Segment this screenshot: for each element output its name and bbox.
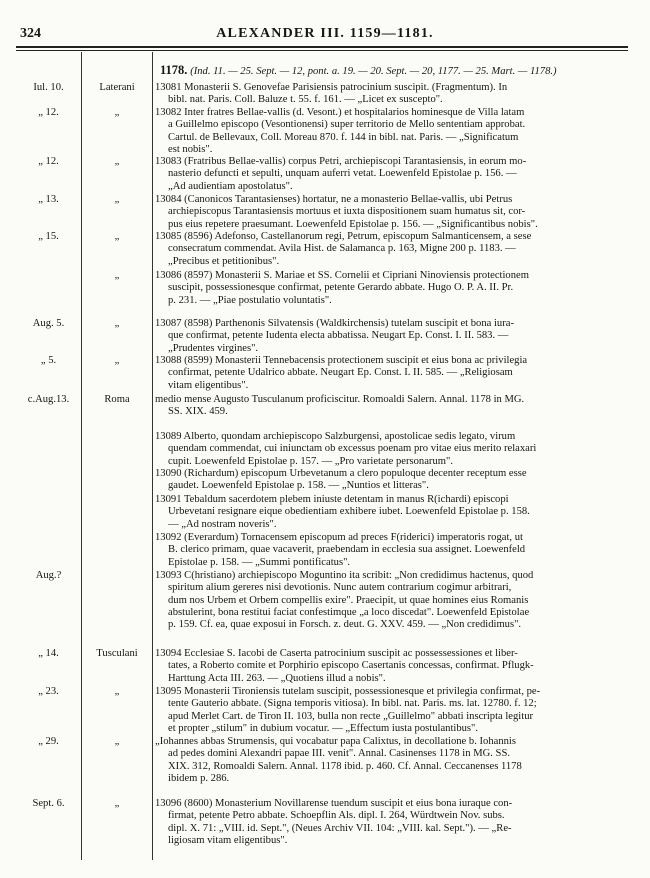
entry-line: firmat, petente Petro abbate. Schoepflin Als. dipl. I. 264, Würdtwein Nov. subs.: [168, 810, 505, 822]
entry-line: spiritum alium gereres nisi devotionis. Nunc autem contrarium cogimur arbitrari,: [168, 582, 512, 594]
entry-line: 13088 (8599) Monasterii Tennebacensis protectionem suscipit et eius bona ac privilegia: [155, 355, 528, 366]
entry-line: 13095 Monasterii Tironiensis tutelam suscipit, possessionesque et privilegia confirmat, pe-: [155, 686, 541, 697]
entry-line: XIX. 312, Romoaldi Salern. Annal. 1178 ibid. p. 460. Cf. Annal. Ceccanenses 1178: [168, 760, 522, 772]
entry-line: 13096 (8600) Monasterium Novillarense tuendum suscipit et eius bona iuraque con-: [155, 798, 513, 809]
entry-date: „ 13.: [38, 194, 59, 205]
entry-line: ad pedes domini Alexandri papae III. venit". Annal. Casinenses 1178 in MG. SS.: [168, 748, 510, 760]
entry-line: 13081 Monasterii S. Genovefae Parisiensis patrocinium suscipit. (Fragmentum). In: [155, 82, 508, 93]
entry-line: bibl. nat. Paris. Coll. Baluze t. 55. f. 161. — „Licet ex suscepto".: [168, 94, 443, 106]
entry-line: dipl. X. 71: „VIII. id. Sept.", (Neues Archiv VII. 104: „VIII. kal. Sept."). — „Re-: [168, 822, 512, 834]
entry-date: „ 12.: [38, 156, 59, 167]
entry-line: „Ad audientiam apostolatus".: [168, 180, 293, 192]
entry-line: Harttung Acta III. 263. — „Quotiens illud a nobis".: [168, 672, 386, 684]
entry-line: „Prudentes virgines".: [168, 342, 259, 354]
entry-place: „: [114, 355, 120, 366]
entry-line: 13083 (Fratribus Bellae-vallis) corpus Petri, archiepiscopi Tarantasiensis, in eorum mo-: [155, 156, 527, 167]
entry-line: gaudet. Loewenfeld Epistolae p. 158. — „Nuntios et litteras".: [168, 480, 429, 492]
entry-text: [155, 394, 627, 419]
year-number: 1178.: [160, 63, 188, 77]
entry-place: Laterani: [99, 82, 135, 93]
entry-date: „ 12.: [38, 107, 59, 118]
entry-line: 13093 C(hristiano) archiepiscopo Moguntino ita scribit: „Non credidimus hactenus, quod: [155, 570, 534, 581]
entry-text: [155, 431, 627, 468]
entry-text: [155, 270, 627, 307]
entry-line: nasterio defuncti et sepulti, unquam auferri vetat. Loewenfeld Epistolae p. 156. —: [168, 168, 517, 180]
entry-line: 13085 (8596) Adefonso, Castellanorum regi, Petrum, episcopum Salmanticensem, a sese: [155, 231, 532, 242]
entry-line: tates, a Roberto comite et Porphirio episcopo Casertanis concessas, confirmat. Pflugk-: [168, 660, 534, 672]
entry-text: [155, 355, 627, 392]
entry-text: [155, 532, 627, 569]
entry-line: 13086 (8597) Monasterii S. Mariae et SS. Cornelii et Cipriani Ninoviensis protectionem: [155, 270, 529, 281]
running-title: ALEXANDER III. 1159—1181.: [216, 26, 434, 41]
entry-text: [155, 107, 627, 156]
entry-line: 13082 Inter fratres Bellae-vallis (d. Vesont.) et hospitalarios hominesque de Villa latam: [155, 107, 525, 118]
entry-line: p. 159. Cf. ea, quae exposui in Forsch. z. deut. G. XXV. 459. — „Non credidimus".: [168, 619, 522, 631]
entry-line: ibidem p. 286.: [168, 772, 230, 784]
entry-line: cupit. Loewenfeld Epistolae p. 157. — „Pro varietate personarum".: [168, 455, 453, 467]
entry-line: 13091 Tebaldum sacerdotem plebem iniuste detentam in manus R(ichardi) episcopi: [155, 494, 509, 505]
entry-text: [155, 156, 627, 193]
header-rule-thin: [16, 50, 628, 51]
entry-line: 13084 (Canonicos Tarantasienses) hortatur, ne a monasterio Bellae-vallis, ubi Petrus: [155, 194, 513, 205]
entry-date: „ 14.: [38, 648, 59, 659]
entry-line: medio mense Augusto Tusculanum proficiscitur. Romoaldi Salern. Annal. 1178 in MG.: [155, 394, 525, 405]
page-number: 324: [20, 26, 41, 41]
entry-place: „: [114, 156, 120, 167]
entry-line: B. clerico primam, quae vacaverit, praebendam in ecclesia sua assignet. Loewenfeld: [168, 544, 526, 556]
entry-line: Urbevetani resignare eique obedientiam exhibere iubet. Loewenfeld Epistolae p. 158.: [168, 506, 530, 518]
entry-line: „Iohannes abbas Strumensis, qui vocabatur papa Calixtus, in decollatione b. Iohannis: [155, 736, 516, 747]
entry-line: Cartul. de Bellevaux, Coll. Moreau 870. f. 144 in bibl. nat. Paris. — „Significatum: [168, 131, 519, 143]
entry-place: „: [114, 107, 120, 118]
entry-place: „: [114, 231, 120, 242]
entry-text: [155, 798, 627, 847]
entry-line: dum nos Urbem et Orbem compellis exire". Praecipit, ut quae homines eius Romanis: [168, 594, 529, 606]
entry-line: confirmat, petente Udalrico abbate. Neugart Ep. Const. I. II. 585. — „Religiosam: [168, 367, 513, 379]
entry-place: „: [114, 194, 120, 205]
entry-date: Aug. 5.: [32, 318, 65, 329]
header-rule-thick: [16, 46, 628, 48]
entry-line: — „Ad nostram noveris".: [168, 518, 277, 530]
entry-line: 13094 Ecclesiae S. Iacobi de Caserta patrocinium suscipit ac possessessiones et liber-: [155, 648, 518, 659]
column-divider-place: [152, 52, 153, 860]
entry-text: [155, 82, 627, 107]
entry-date: Aug.?: [35, 570, 62, 581]
entry-line: apud Merlet Cart. de Tiron II. 103, bulla non recte „Guillelmo" abbati inscripta legitur: [168, 710, 534, 722]
entry-date: c.Aug.13.: [27, 394, 70, 405]
entry-date: Sept. 6.: [32, 798, 65, 809]
entry-line: 13090 (Richardum) episcopum Urbevetanum a clero populoque decenter receptum esse: [155, 468, 527, 479]
entry-line: que confirmat, petente Iudenta electa abbatissa. Neugart Ep. Const. I. II. 583. —: [168, 330, 509, 342]
entry-line: quendam commendat, cui iniunctam ob excessus poenam pro vitae eius merito relaxari: [168, 443, 537, 455]
year-heading: [160, 63, 557, 78]
entry-place: „: [114, 736, 120, 747]
entry-date: „ 5.: [40, 355, 57, 366]
entry-line: vitam eligentibus".: [168, 379, 249, 391]
entry-date: „ 15.: [38, 231, 59, 242]
entry-text: [155, 494, 627, 531]
entry-line: p. 231. — „Piae postulatio voluntatis".: [168, 294, 332, 306]
entry-place: „: [114, 270, 120, 281]
entry-text: [155, 194, 627, 231]
entry-line: 13087 (8598) Parthenonis Silvatensis (Waldkirchensis) tutelam suscipit et bona iura-: [155, 318, 514, 329]
entry-place: „: [114, 798, 120, 809]
entry-line: ligiosam vitam eligentibus".: [168, 834, 288, 846]
entry-line: archiepiscopus Tarantasiensis mortuus et iuxta dispositionem suam humatus sit, cor-: [168, 206, 526, 218]
entry-line: SS. XIX. 459.: [168, 406, 228, 418]
entry-line: „Precibus et petitionibus".: [168, 255, 280, 267]
year-details: (Ind. 11. — 25. Sept. — 12, pont. a. 19. — 20. Sept. — 20, 1177. — 25. Mart. — 1178.): [190, 66, 557, 77]
entry-text: [155, 318, 627, 355]
entry-line: Epistolae p. 158. — „Summi pontificatus".: [168, 556, 351, 568]
entry-line: est nobis".: [168, 143, 213, 155]
entry-text: [155, 570, 627, 631]
entry-text: [155, 468, 627, 493]
entry-date: „ 29.: [38, 736, 59, 747]
entry-line: a Guillelmo episcopo (Vesontionensi) super territorio de Mello sententiam approbat.: [168, 119, 526, 131]
entry-text: [155, 231, 627, 268]
entry-place: „: [114, 686, 120, 697]
entry-place: „: [114, 318, 120, 329]
entry-line: pus eius repetere praesumant. Loewenfeld Epistolae p. 156. — „Significantibus nobis".: [168, 218, 538, 230]
entry-line: 13089 Alberto, quondam archiepiscopo Salzburgensi, apostolicae sedis legato, virum: [155, 431, 516, 442]
entry-text: [155, 686, 627, 735]
column-divider-date: [81, 52, 82, 860]
entry-line: consecratum commendat. Avila Hist. de Salamanca p. 163, Migne 200 p. 1183. —: [168, 243, 516, 255]
entry-line: 13092 (Everardum) Tornacensem episcopum ad preces F(riderici) imperatoris rogat, ut: [155, 532, 523, 543]
entry-date: Iul. 10.: [33, 82, 64, 93]
entry-date: „ 23.: [38, 686, 59, 697]
entry-text: [155, 736, 627, 785]
entry-line: abstulerint, bona restitui faciat confestimque „a loco discedat". Loewenfeld Epistolae: [168, 606, 530, 618]
entry-place: Tusculani: [96, 648, 138, 659]
entry-text: [155, 648, 627, 685]
entry-place: Roma: [104, 394, 130, 405]
entry-line: et propter „stilum" in dubium vocatur. — „Effectum iusta postulantibus".: [168, 722, 479, 734]
entry-line: tente Gauterio abbate. (Signa temporis vitiosa). In bibl. nat. Paris. ms. lat. 12780. f. 12;: [168, 698, 537, 710]
entry-line: suscipit, possessionesque confirmat, petente Gerardo abbate. Hugo O. P. A. II. Pr.: [168, 282, 514, 294]
